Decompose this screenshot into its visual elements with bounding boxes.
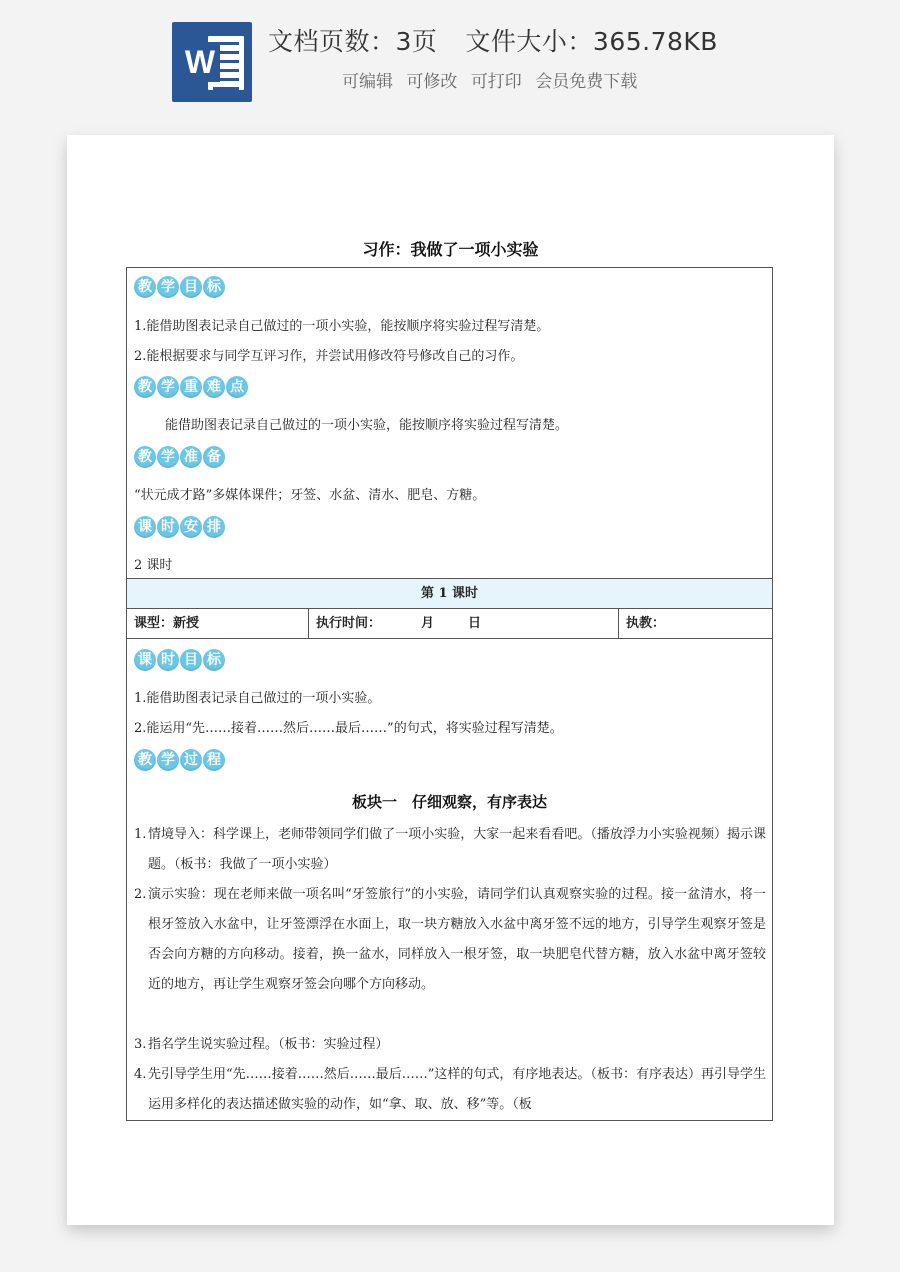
- lesson-header-row: 第 1 课时: [127, 578, 772, 609]
- lesson-goal-item: 2.能运用“先……接着……然后……最后……”的句式，将实验过程写清楚。: [134, 721, 563, 736]
- badge-teaching-prep: [134, 446, 225, 468]
- document-page: [67, 135, 834, 1225]
- badge-char: 学: [157, 376, 179, 398]
- badge-char: 难: [203, 376, 225, 398]
- prep-text: “状元成才路”多媒体课件；牙签、水盆、清水、肥皂、方糖。: [134, 488, 486, 503]
- lesson-type-cell: 课型：新授: [127, 609, 309, 638]
- month-label: 月: [421, 616, 435, 631]
- badge-char: 备: [203, 446, 225, 468]
- process-step: [134, 1030, 766, 1060]
- badge-char: 学: [157, 446, 179, 468]
- page-count: 文档页数：3页: [268, 27, 438, 56]
- process-step: [134, 820, 766, 880]
- badge-lesson-goals: [134, 649, 225, 671]
- banner-features: [342, 67, 645, 92]
- badge-char: 标: [203, 276, 225, 298]
- step-text: 指名学生说实验过程。（板书：实验过程）: [148, 1037, 389, 1052]
- badge-char: 重: [180, 376, 202, 398]
- badge-char: 教: [134, 446, 156, 468]
- banner-title: [268, 22, 746, 58]
- badge-teaching-process: [134, 749, 225, 771]
- key-points-text: 能借助图表记录自己做过的一项小实验，能按顺序将实验过程写清楚。: [165, 418, 569, 433]
- step-number: 3.: [134, 1037, 147, 1052]
- badge-char: 过: [180, 749, 202, 771]
- step-number: 4.: [134, 1067, 147, 1082]
- download-banner: [0, 0, 900, 115]
- step-text: 先引导学生用“先……接着……然后……最后……”这样的句式，有序地表达。（板书：有序表达）再引导学生运用多样化的表达描述做实验的动作，如“拿、取、放、移”等。（板: [148, 1067, 766, 1112]
- feature-printable: 可打印: [470, 72, 522, 92]
- badge-schedule: [134, 516, 225, 538]
- step-text: 演示实验：现在老师来做一项名叫“牙签旅行”的小实验，请同学们认真观察实验的过程。接一盆清水，将一根牙签放入水盆中，让牙签漂浮在水面上，取一块方糖放入水盆中离牙签不远的地方，引导学生观察牙签是否会向方糖的方向移动。接着，换一盆水，同样放入一根牙签，取一块肥皂代替方糖，放入水盆中离牙签较近的地方，再让学生观察牙签会向哪个方向移动。: [148, 887, 766, 992]
- day-label: 日: [468, 616, 482, 631]
- word-icon: [172, 22, 252, 102]
- feature-modifiable: 可修改: [406, 72, 458, 92]
- badge-teaching-goals: [134, 276, 225, 298]
- goal-item: 1.能借助图表记录自己做过的一项小实验，能按顺序将实验过程写清楚。: [134, 319, 550, 334]
- badge-char: 时: [157, 649, 179, 671]
- feature-editable: 可编辑: [342, 72, 393, 92]
- badge-char: 点: [226, 376, 248, 398]
- lesson-plan-table: [126, 267, 773, 1121]
- process-step: [134, 1060, 766, 1120]
- badge-char: 教: [134, 376, 156, 398]
- teacher-cell: 执教：: [626, 616, 666, 631]
- badge-char: 目: [180, 276, 202, 298]
- step-text: 情境导入：科学课上，老师带领同学们做了一项小实验，大家一起来看看吧。（播放浮力小实验视频）揭示课题。（板书：我做了一项小实验）: [148, 827, 766, 872]
- badge-char: 标: [203, 649, 225, 671]
- feature-member-download: 会员免费下载: [535, 72, 638, 92]
- file-size: 文件大小：365.78KB: [465, 27, 718, 56]
- badge-char: 排: [203, 516, 225, 538]
- block-title: 板块一 仔细观察，有序表达: [351, 793, 547, 811]
- execution-time-label: 执行时间：: [316, 616, 382, 631]
- badge-char: 程: [203, 749, 225, 771]
- badge-key-points: [134, 376, 248, 398]
- badge-char: 准: [180, 446, 202, 468]
- badge-char: 课: [134, 516, 156, 538]
- badge-char: 课: [134, 649, 156, 671]
- badge-char: 学: [157, 749, 179, 771]
- step-number: 1.: [134, 827, 147, 842]
- step-number: 2.: [134, 887, 147, 902]
- lesson-info-row: [127, 609, 772, 639]
- process-step: [134, 880, 766, 1000]
- schedule-text: 2 课时: [134, 558, 173, 573]
- document-title: 习作：我做了一项小实验: [362, 240, 539, 259]
- word-icon-letter: W: [180, 42, 220, 82]
- badge-char: 教: [134, 749, 156, 771]
- lesson-goal-item: 1.能借助图表记录自己做过的一项小实验。: [134, 691, 381, 706]
- execution-time-cell: [309, 609, 619, 638]
- goal-item: 2.能根据要求与同学互评习作，并尝试用修改符号修改自己的习作。: [134, 349, 524, 364]
- badge-char: 目: [180, 649, 202, 671]
- badge-char: 安: [180, 516, 202, 538]
- badge-char: 时: [157, 516, 179, 538]
- badge-char: 教: [134, 276, 156, 298]
- badge-char: 学: [157, 276, 179, 298]
